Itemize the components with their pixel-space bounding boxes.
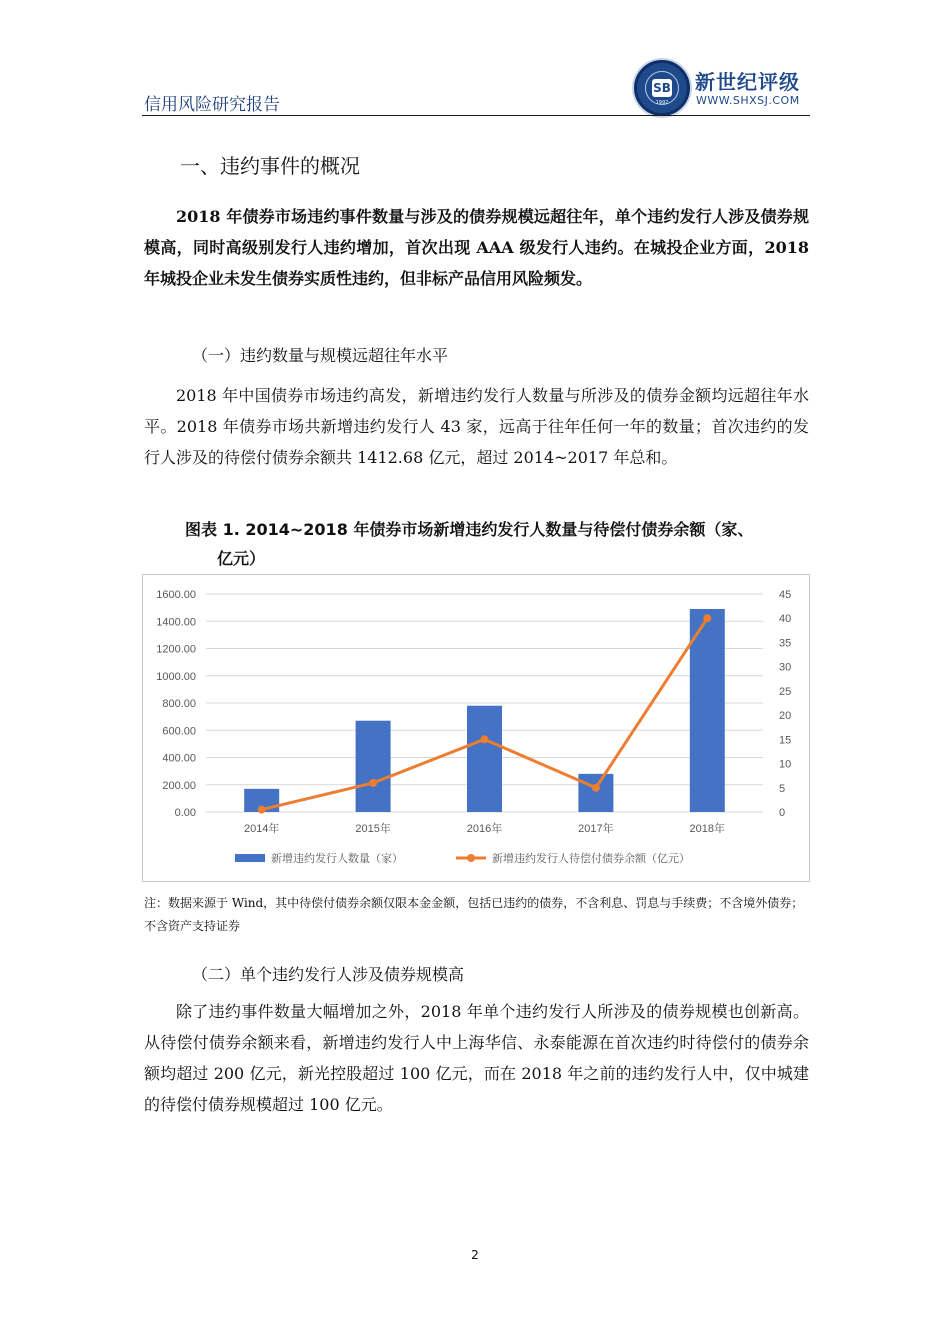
seal-monogram: SB xyxy=(653,81,671,95)
line-point xyxy=(369,779,377,787)
y-left-tick-label: 1200.00 xyxy=(156,643,196,656)
legend-bar-swatch xyxy=(235,854,265,862)
subsection-heading-1: （一）违约数量与规模远超往年水平 xyxy=(192,346,449,365)
subsection-heading-2: （二）单个违约发行人涉及债券规模高 xyxy=(192,965,465,984)
subsection-body-2: 除了违约事件数量大幅增加之外，2018 年单个违约发行人所涉及的债券规模也创新高。从待偿付债券余额来看，新增违约发行人中上海华信、永泰能源在首次违约时待偿付的债券余额均超过 200 亿元，新光控股超过 100 亿元，而在 2018 年之前的违约发行人中，仅中城建的待偿付债券规模超过 100 亿元。 xyxy=(144,1002,809,1114)
chart-container xyxy=(142,574,810,882)
y-right-tick-label: 30 xyxy=(779,661,792,674)
y-right-tick-label: 0 xyxy=(779,807,786,819)
y-left-tick-label: 1600.00 xyxy=(156,589,196,601)
y-left-tick-label: 200.00 xyxy=(162,779,196,792)
report-title: 信用风险研究报告 xyxy=(144,95,280,115)
y-right-tick-label: 10 xyxy=(779,758,792,771)
y-left-tick-label: 1400.00 xyxy=(156,616,196,629)
line-point xyxy=(258,806,266,814)
y-right-tick-label: 35 xyxy=(779,637,792,650)
line-point xyxy=(592,784,600,792)
subsection-body-1: 2018 年中国债券市场违约高发，新增违约发行人数量与所涉及的债券金额均远超往年水平。2018 年债券市场共新增违约发行人 43 家，远高于往年任何一年的数量；首次违约的发行人涉及的待偿付债券余额共 1412.68 亿元，超过 2014~2017 年总和。 xyxy=(144,386,809,467)
combo-chart xyxy=(143,575,811,883)
agency-seal-logo xyxy=(634,60,690,116)
y-right-tick-label: 20 xyxy=(779,710,792,723)
y-right-tick-label: 45 xyxy=(779,589,792,601)
y-right-tick-label: 15 xyxy=(779,734,792,747)
agency-name: 新世纪评级 xyxy=(695,70,800,94)
y-left-tick-label: 0.00 xyxy=(174,807,196,819)
bar xyxy=(578,774,613,812)
seal-year: 1992 xyxy=(655,100,669,106)
header-divider xyxy=(142,115,810,116)
figure-caption-line-1: 图表 1. 2014~2018 年债券市场新增违约发行人数量与待偿付债券余额（家、 xyxy=(185,520,754,539)
x-tick-label: 2018年 xyxy=(689,823,726,835)
x-tick-label: 2016年 xyxy=(466,823,503,835)
legend-line-marker xyxy=(467,854,475,862)
y-right-tick-label: 5 xyxy=(779,782,786,795)
page-number: 2 xyxy=(471,1248,479,1262)
y-left-tick-label: 1000.00 xyxy=(156,670,196,683)
legend-label: 新增违约发行人待偿付债券余额（亿元） xyxy=(492,853,690,865)
section-summary: 2018 年债券市场违约事件数量与涉及的债券规模远超往年，单个违约发行人涉及债券规模高，同时高级别发行人违约增加，首次出现 AAA 级发行人违约。在城投企业方面，2018 年城投企业未发生债券实质性违约，但非标产品信用风险频发。 xyxy=(144,207,809,288)
figure-caption xyxy=(185,515,785,573)
legend-label: 新增违约发行人数量（家） xyxy=(271,853,403,865)
line-point xyxy=(481,735,489,743)
y-left-tick-label: 600.00 xyxy=(162,725,196,738)
y-left-tick-label: 800.00 xyxy=(162,698,196,710)
bar xyxy=(467,706,502,812)
x-tick-label: 2015年 xyxy=(355,823,391,835)
line-point xyxy=(703,614,711,622)
figure-caption-line-2: 亿元） xyxy=(217,549,266,568)
section-heading: 一、违约事件的概况 xyxy=(180,154,360,178)
x-tick-label: 2017年 xyxy=(578,823,614,835)
y-right-tick-label: 25 xyxy=(779,685,792,698)
y-right-tick-label: 40 xyxy=(779,613,792,626)
agency-url: WWW.SHXSJ.COM xyxy=(696,94,800,107)
bar xyxy=(356,721,391,812)
x-tick-label: 2014年 xyxy=(243,823,280,835)
figure-note: 注：数据来源于 Wind，其中待偿付债券余额仅限本金金额，包括已违约的债券，不含利息、罚息与手续费；不含境外债券；不含资产支持证券 xyxy=(144,896,804,933)
y-left-tick-label: 400.00 xyxy=(162,752,196,765)
